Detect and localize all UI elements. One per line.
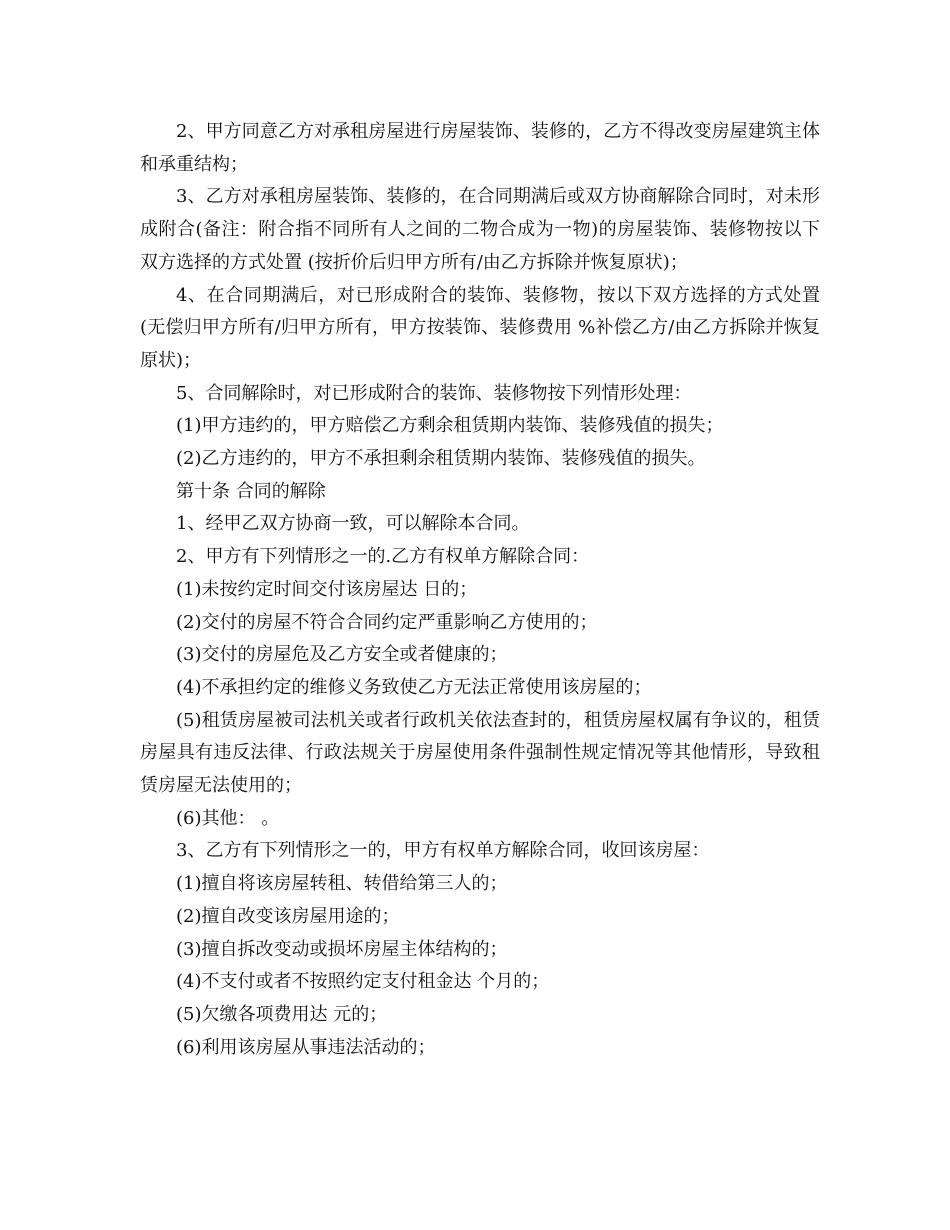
paragraph-item: (2)乙方违约的，甲方不承担剩余租赁期内装饰、装修残值的损失。 bbox=[176, 448, 706, 470]
paragraph-item: (1)甲方违约的，甲方赔偿乙方剩余租赁期内装饰、装修残值的损失； bbox=[176, 415, 724, 437]
paragraph-item: (6)利用该房屋从事违法活动的； bbox=[176, 1036, 436, 1058]
document-body bbox=[140, 116, 820, 1064]
paragraph-clause-3: 3、乙方对承租房屋装饰、装修的，在合同期满后或双方协商解除合同时，对未形成附合(备注：附合指不同所有人之间的二物合成为一物)的房屋装饰、装修物按以下双方选择的方式处置 (按折价后归甲方所有/由乙方拆除并恢复原状)； bbox=[140, 186, 820, 273]
paragraph-item: (2)交付的房屋不符合合同约定严重影响乙方使用的； bbox=[176, 611, 598, 633]
paragraph-item: (6)其他： 。 bbox=[176, 807, 280, 829]
paragraph-item: (3)擅自拆改变动或损坏房屋主体结构的； bbox=[176, 938, 508, 960]
section-heading-article-10: 第十条 合同的解除 bbox=[176, 480, 326, 502]
paragraph-item: (1)擅自将该房屋转租、转借给第三人的； bbox=[176, 873, 508, 895]
paragraph-clause-2: 2、甲方同意乙方对承租房屋进行房屋装饰、装修的，乙方不得改变房屋建筑主体和承重结构； bbox=[140, 121, 820, 175]
paragraph-clause-5: 5、合同解除时，对已形成附合的装饰、装修物按下列情形处理： bbox=[176, 382, 692, 404]
paragraph-clause-2: 2、甲方有下列情形之一的.乙方有权单方解除合同： bbox=[176, 546, 590, 568]
paragraph-clause-1: 1、经甲乙双方协商一致，可以解除本合同。 bbox=[176, 513, 530, 535]
paragraph-clause-4: 4、在合同期满后，对已形成附合的装饰、装修物，按以下双方选择的方式处置 (无偿归甲方所有/归甲方所有，甲方按装饰、装修费用 %补偿乙方/由乙方拆除并恢复原状)； bbox=[140, 284, 820, 371]
paragraph-clause-3: 3、乙方有下列情形之一的，甲方有权单方解除合同，收回该房屋： bbox=[176, 840, 710, 862]
paragraph-item: (4)不支付或者不按照约定支付租金达 个月的； bbox=[176, 971, 550, 993]
paragraph-item: (4)不承担约定的维修义务致使乙方无法正常使用该房屋的； bbox=[176, 676, 652, 698]
paragraph-item: (3)交付的房屋危及乙方安全或者健康的； bbox=[176, 644, 508, 666]
paragraph-item: (5)租赁房屋被司法机关或者行政机关依法查封的，租赁房屋权属有争议的，租赁房屋具有违反法律、行政法规关于房屋使用条件强制性规定情况等其他情形，导致租赁房屋无法使用的； bbox=[140, 709, 820, 797]
paragraph-item: (5)欠缴各项费用达 元的； bbox=[176, 1003, 388, 1025]
paragraph-item: (2)擅自改变该房屋用途的； bbox=[176, 905, 400, 927]
paragraph-item: (1)未按约定时间交付该房屋达 日的； bbox=[176, 578, 478, 600]
